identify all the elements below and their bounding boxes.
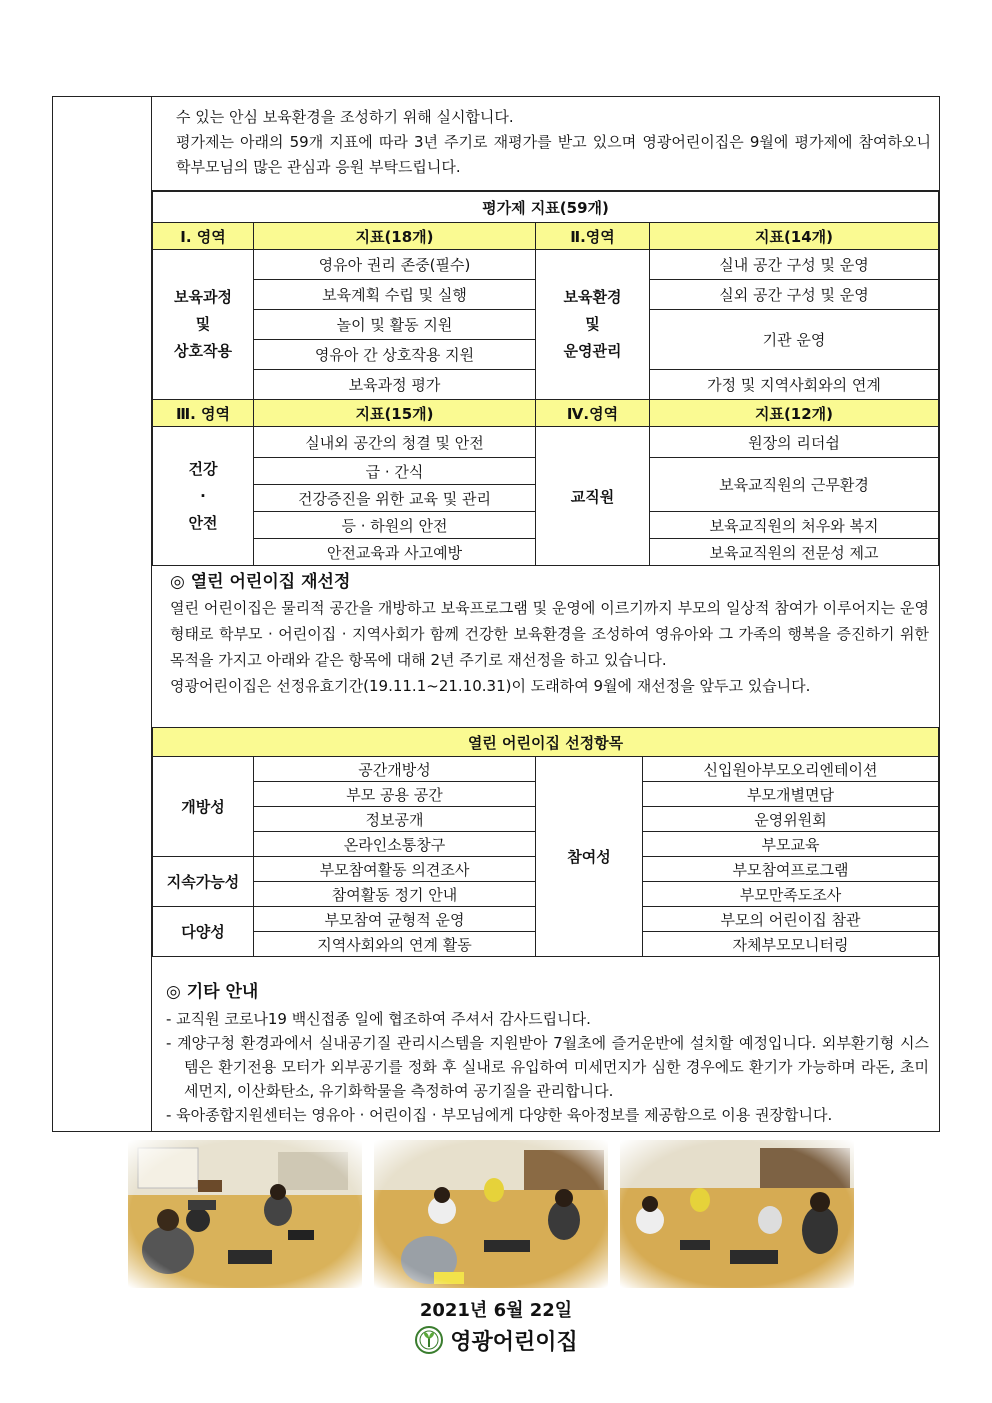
area4-header: Ⅳ.영역 <box>536 400 650 427</box>
eval-table-title: 평가제 지표(59개) <box>153 192 939 223</box>
openness-item: 정보공개 <box>254 807 536 832</box>
document-date: 2021년 6월 22일 <box>419 1300 573 1321</box>
area2-header: Ⅱ.영역 <box>536 223 650 250</box>
open-daycare-validity: 영광어린이집은 선정유효기간(19.11.1~21.10.31)이 도래하여 9월에 재선정을 앞두고 있습니다. <box>170 677 811 695</box>
area4-item: 보육교직원의 근무환경 <box>650 458 939 512</box>
area3-item: 실내외 공간의 청결 및 안전 <box>254 427 536 458</box>
list-item: - 육아종합지원센터는 영유아 · 어린이집 · 부모님에게 다양한 육아정보를 제공함으로 이용 권장합니다. <box>166 1106 833 1124</box>
area3-item: 급 · 간식 <box>254 458 536 485</box>
diversity-item: 부모참여 균형적 운영 <box>254 907 536 932</box>
organization-footer <box>0 1325 992 1361</box>
openness-item: 온라인소통창구 <box>254 832 536 857</box>
evaluation-indicator-table <box>152 191 939 566</box>
area4-name: 교직원 <box>536 427 650 566</box>
area1-item: 보육계획 수립 및 실행 <box>254 280 536 310</box>
openness-item: 부모 공용 공간 <box>254 782 536 807</box>
area1-indicator-header: 지표(18개) <box>254 223 536 250</box>
area2-item: 가정 및 지역사회와의 연계 <box>650 370 939 400</box>
area3-indicator-header: 지표(15개) <box>254 400 536 427</box>
daycare-logo-icon <box>414 1325 444 1361</box>
list-item: - 계양구청 환경과에서 실내공기질 관리시스템을 지원받아 7월초에 즐거운반에 설치할 예정입니다. 외부환기형 시스템은 환기전용 모터가 외부공기를 정화 후 실내로 유입하여 미세먼지가 심한 경우에도 환기가 가능하며 라돈, 초미세먼지, 이산화탄소, 유기화학물을 측정하여 공기질을 관리합니다. <box>166 1034 929 1100</box>
participation-item: 부모참여프로그램 <box>643 857 939 882</box>
participation-item: 부모개별면담 <box>643 782 939 807</box>
selection-items-table <box>152 727 939 957</box>
photo-strip <box>128 1140 864 1288</box>
area2-item: 기관 운영 <box>650 310 939 370</box>
intro-line-1: 수 있는 안심 보육환경을 조성하기 위해 실시합니다. <box>176 108 514 126</box>
open-daycare-section <box>152 559 939 727</box>
participation-item: 부모교육 <box>643 832 939 857</box>
intro-line-2: 평가제는 아래의 59개 지표에 따라 3년 주기로 재평가를 받고 있으며 영광어린이집은 9월에 평가제에 참여하오니 학부모님의 많은 관심과 응원 부탁드립니다. <box>176 133 931 176</box>
sustainability-item: 참여활동 정기 안내 <box>254 882 536 907</box>
area3-item: 등 · 하원의 안전 <box>254 512 536 539</box>
area1-item: 영유아 간 상호작용 지원 <box>254 340 536 370</box>
other-info-list <box>166 1007 929 1127</box>
participation-item: 부모의 어린이집 참관 <box>643 907 939 932</box>
content-area <box>152 97 939 1131</box>
list-item: - 교직원 코로나19 백신접종 일에 협조하여 주셔서 감사드립니다. <box>166 1010 591 1028</box>
area2-item: 실외 공간 구성 및 운영 <box>650 280 939 310</box>
area4-item: 원장의 리더쉽 <box>650 427 939 458</box>
open-daycare-heading: ◎ 열린 어린이집 재선정 <box>170 572 351 592</box>
main-frame <box>52 96 940 1132</box>
intro-text <box>152 97 939 191</box>
diversity-label: 다양성 <box>153 907 254 957</box>
openness-item: 공간개방성 <box>254 757 536 782</box>
diversity-item: 지역사회와의 연계 활동 <box>254 932 536 957</box>
activity-photo-2 <box>374 1140 608 1288</box>
participation-item: 부모만족도조사 <box>643 882 939 907</box>
organization-name: 영광어린이집 <box>450 1330 578 1355</box>
other-info-heading: ◎ 기타 안내 <box>166 982 259 1002</box>
left-column <box>53 97 152 1131</box>
area2-item: 실내 공간 구성 및 운영 <box>650 250 939 280</box>
area4-indicator-header: 지표(12개) <box>650 400 939 427</box>
area3-item: 안전교육과 사고예방 <box>254 539 536 566</box>
area3-item: 건강증진을 위한 교육 및 관리 <box>254 485 536 512</box>
participation-item: 자체부모모니터링 <box>643 932 939 957</box>
open-daycare-paragraph: 열린 어린이집은 물리적 공간을 개방하고 보육프로그램 및 운영에 이르기까지 부모의 일상적 참여가 이루어지는 운영 형태로 학부모 · 어린이집 · 지역사회가 함께 건강한 보육환경을 조성하여 영유아와 그 가족의 행복을 증진하기 위한 목적을 가지고 아래와 같은 항목에 대해 2년 주기로 재선정을 하고 있습니다. <box>170 599 929 669</box>
area4-item: 보육교직원의 처우와 복지 <box>650 512 939 539</box>
participation-item: 운영위원회 <box>643 807 939 832</box>
participation-item: 신입원아부모오리엔테이션 <box>643 757 939 782</box>
selection-table-title: 열린 어린이집 선정항목 <box>153 728 939 757</box>
sustainability-label: 지속가능성 <box>153 857 254 907</box>
other-info-section <box>152 967 939 1131</box>
area3-header: Ⅲ. 영역 <box>153 400 254 427</box>
area1-name: 보육과정 및 상호작용 <box>153 250 254 400</box>
area2-indicator-header: 지표(14개) <box>650 223 939 250</box>
participation-label: 참여성 <box>536 757 643 957</box>
area1-item: 보육과정 평가 <box>254 370 536 400</box>
activity-photo-1 <box>128 1140 362 1288</box>
area3-name: 건강 · 안전 <box>153 427 254 566</box>
area4-item: 보육교직원의 전문성 제고 <box>650 539 939 566</box>
area1-item: 놀이 및 활동 지원 <box>254 310 536 340</box>
sustainability-item: 부모참여활동 의견조사 <box>254 857 536 882</box>
openness-label: 개방성 <box>153 757 254 857</box>
activity-photo-3 <box>620 1140 854 1288</box>
area2-name: 보육환경 및 운영관리 <box>536 250 650 400</box>
area1-item: 영유아 권리 존중(필수) <box>254 250 536 280</box>
area1-header: Ⅰ. 영역 <box>153 223 254 250</box>
